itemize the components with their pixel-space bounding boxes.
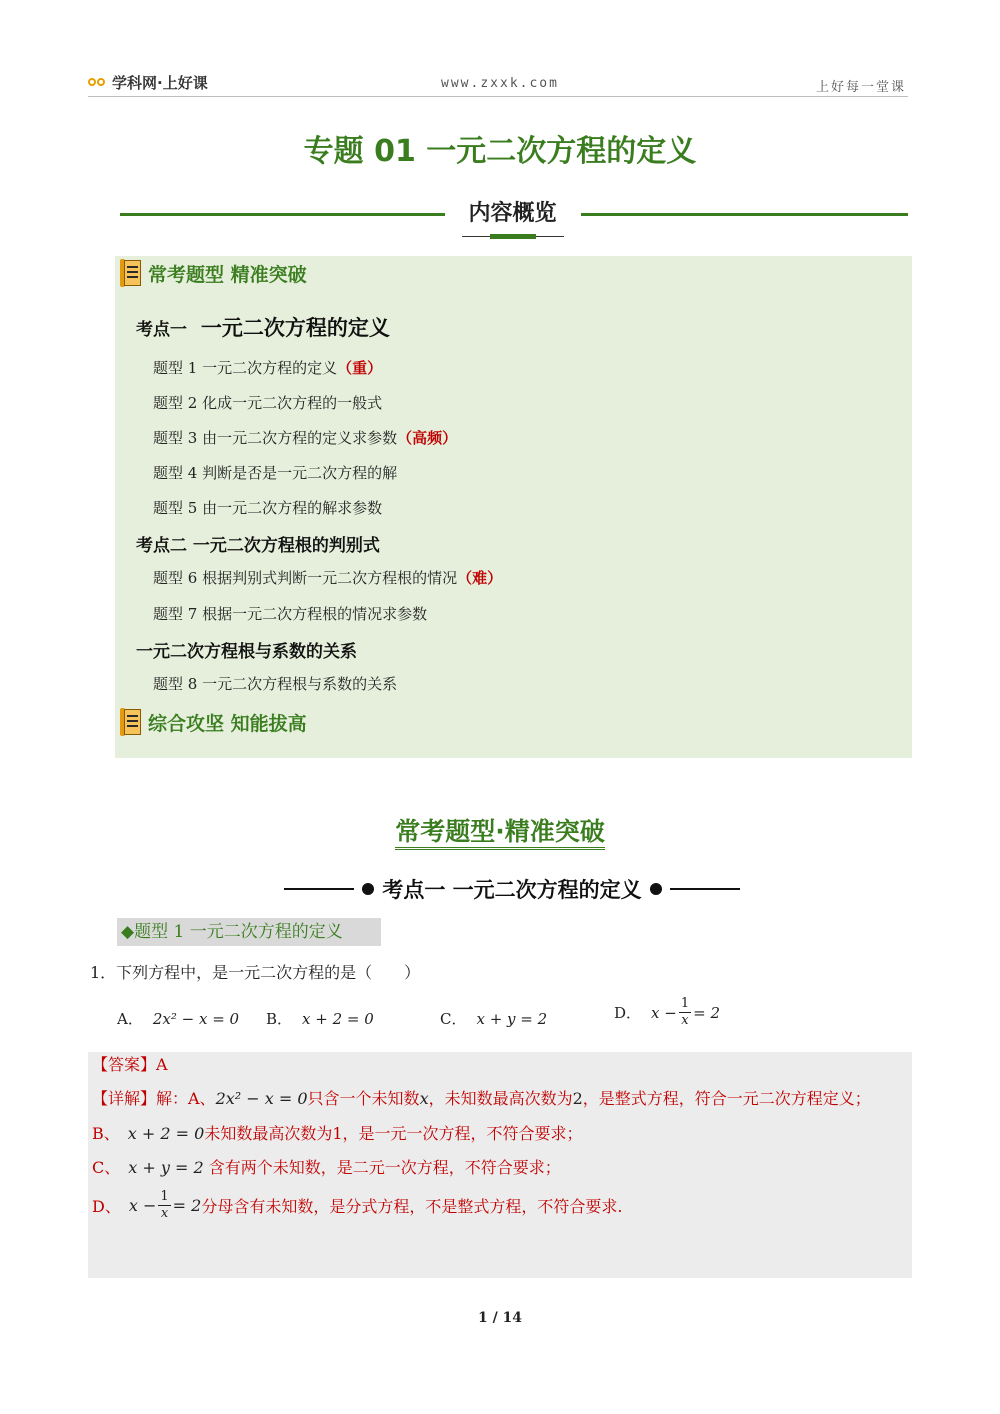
toc-item-text: 题型 6 根据判别式判断一元二次方程根的情况 xyxy=(153,569,458,587)
logo-text: 学科网·上好课 xyxy=(112,74,208,92)
page-number: 1 / 14 xyxy=(477,1310,523,1326)
option-expr: x + 2 = 0 xyxy=(302,1010,374,1028)
question-type-bar: ◆题型 1 一元二次方程的定义 xyxy=(117,918,381,946)
detail-text: ，是一元一次方程，不符合要求； xyxy=(342,1124,583,1143)
math-expr: = 2 xyxy=(172,1196,202,1215)
answer-label: 【答案】A xyxy=(92,1055,168,1074)
toc-section-label: 常考题型 精准突破 xyxy=(148,263,307,286)
toc-section-advanced[interactable] xyxy=(120,708,307,736)
kp-dash-left xyxy=(284,888,354,890)
detail-label: B、 xyxy=(92,1124,120,1143)
detail-text: ，是整式方程，符合一元二次方程定义； xyxy=(582,1089,871,1108)
option-d[interactable] xyxy=(614,996,720,1029)
math-expr: 2 xyxy=(572,1089,583,1108)
header-divider xyxy=(88,96,908,97)
toc-kp1[interactable] xyxy=(136,312,390,342)
math-expr: x + 2 = 0 xyxy=(127,1124,205,1143)
toc-section-label: 综合攻坚 知能拔高 xyxy=(148,712,307,735)
toc-item[interactable] xyxy=(153,567,502,588)
detail-text: 只含一个未知数 xyxy=(307,1089,420,1108)
kp-dash-right xyxy=(670,888,740,890)
option-b[interactable] xyxy=(266,1008,374,1029)
fraction xyxy=(158,1189,170,1222)
toc-item[interactable] xyxy=(153,673,397,694)
fraction-denominator: x xyxy=(160,1206,169,1221)
math-expr: 2x² − x = 0 xyxy=(215,1089,308,1108)
math-expr: x − xyxy=(128,1196,157,1215)
option-expr: x + y = 2 xyxy=(476,1010,548,1028)
option-label: B． xyxy=(266,1010,293,1028)
toc-item-text: 题型 3 由一元二次方程的定义求参数 xyxy=(153,429,398,447)
detail-text: 含有两个未知数，是二元一次方程，不符合要求； xyxy=(203,1158,561,1177)
answer-detail-d xyxy=(92,1189,622,1222)
option-expr: 2x² − x = 0 xyxy=(152,1010,240,1028)
toc-item[interactable] xyxy=(153,357,382,378)
option-expr: x − xyxy=(651,1003,677,1022)
toc-item-tag: （高频） xyxy=(397,429,458,447)
kp-heading xyxy=(260,874,764,904)
toc-item-text: 题型 1 一元二次方程的定义 xyxy=(153,359,338,377)
fraction-numerator: 1 xyxy=(680,996,690,1011)
toc-item-text: 题型 2 化成一元二次方程的一般式 xyxy=(153,394,383,412)
detail-label: 【详解】解：A、 xyxy=(92,1089,216,1108)
bullet-icon xyxy=(650,883,662,895)
book-icon xyxy=(120,708,142,736)
math-expr: x + y = 2 xyxy=(128,1158,204,1177)
toc-item-text: 题型 7 根据一元二次方程根的情况求参数 xyxy=(153,605,428,623)
overview-rule-left xyxy=(120,213,445,216)
detail-text: 未知数最高次数为 xyxy=(204,1124,333,1143)
answer-detail-b xyxy=(92,1121,583,1144)
toc-item-text: 题型 5 由一元二次方程的解求参数 xyxy=(153,499,383,517)
toc-item-text: 题型 4 判断是否是一元二次方程的解 xyxy=(153,464,398,482)
fraction-denominator: x xyxy=(681,1013,689,1028)
toc-kp3[interactable]: 一元二次方程根与系数的关系 xyxy=(136,642,357,662)
bullet-icon xyxy=(362,883,374,895)
header-url: www.zxxk.com xyxy=(441,76,559,91)
option-label: D． xyxy=(614,1004,642,1022)
overview-rule-right xyxy=(581,213,908,216)
toc-item-text: 题型 8 一元二次方程根与系数的关系 xyxy=(153,675,398,693)
detail-label: C、 xyxy=(92,1158,121,1177)
toc-kp2[interactable]: 考点二 一元二次方程根的判别式 xyxy=(136,536,380,556)
toc-item-tag: （难） xyxy=(457,569,503,587)
toc-item[interactable] xyxy=(153,427,457,448)
kp-heading-text: 考点一 一元二次方程的定义 xyxy=(382,878,642,902)
option-c[interactable] xyxy=(440,1008,547,1029)
answer-detail-a xyxy=(92,1086,871,1109)
toc-item-tag: （重） xyxy=(337,359,383,377)
detail-text: 分母含有未知数，是分式方程，不是整式方程，不符合要求. xyxy=(201,1197,623,1216)
option-a[interactable] xyxy=(117,1008,239,1029)
option-expr: = 2 xyxy=(693,1003,720,1022)
detail-text: ，未知数最高次数为 xyxy=(428,1089,573,1108)
fraction-numerator: 1 xyxy=(160,1189,169,1204)
fraction xyxy=(679,996,691,1029)
section-title xyxy=(0,812,1000,848)
answer-detail-c xyxy=(92,1155,561,1178)
overview-heading: 内容概览 xyxy=(468,201,557,226)
option-label: C． xyxy=(440,1010,467,1028)
header-slogan: 上好每一堂课 xyxy=(815,80,906,95)
question-stem: 1．下列方程中，是一元二次方程的是（ ） xyxy=(90,963,421,982)
book-icon xyxy=(120,259,142,287)
detail-label: D、 xyxy=(92,1197,121,1216)
toc-item[interactable] xyxy=(153,603,427,624)
toc-kp1-title: 一元二次方程的定义 xyxy=(200,316,390,340)
math-expr: 1 xyxy=(332,1124,343,1143)
page-title: 专题 01 一元二次方程的定义 xyxy=(303,134,697,169)
toc-item[interactable] xyxy=(153,497,382,518)
toc-section-common[interactable] xyxy=(120,259,307,287)
toc-kp1-label: 考点一 xyxy=(136,320,187,340)
overview-underline-mark xyxy=(490,234,536,239)
toc-item[interactable] xyxy=(153,462,397,483)
math-expr: x xyxy=(419,1089,429,1108)
option-label: A． xyxy=(117,1010,143,1028)
toc-item[interactable] xyxy=(153,392,382,413)
section-title-text: 常考题型·精准突破 xyxy=(395,817,605,850)
